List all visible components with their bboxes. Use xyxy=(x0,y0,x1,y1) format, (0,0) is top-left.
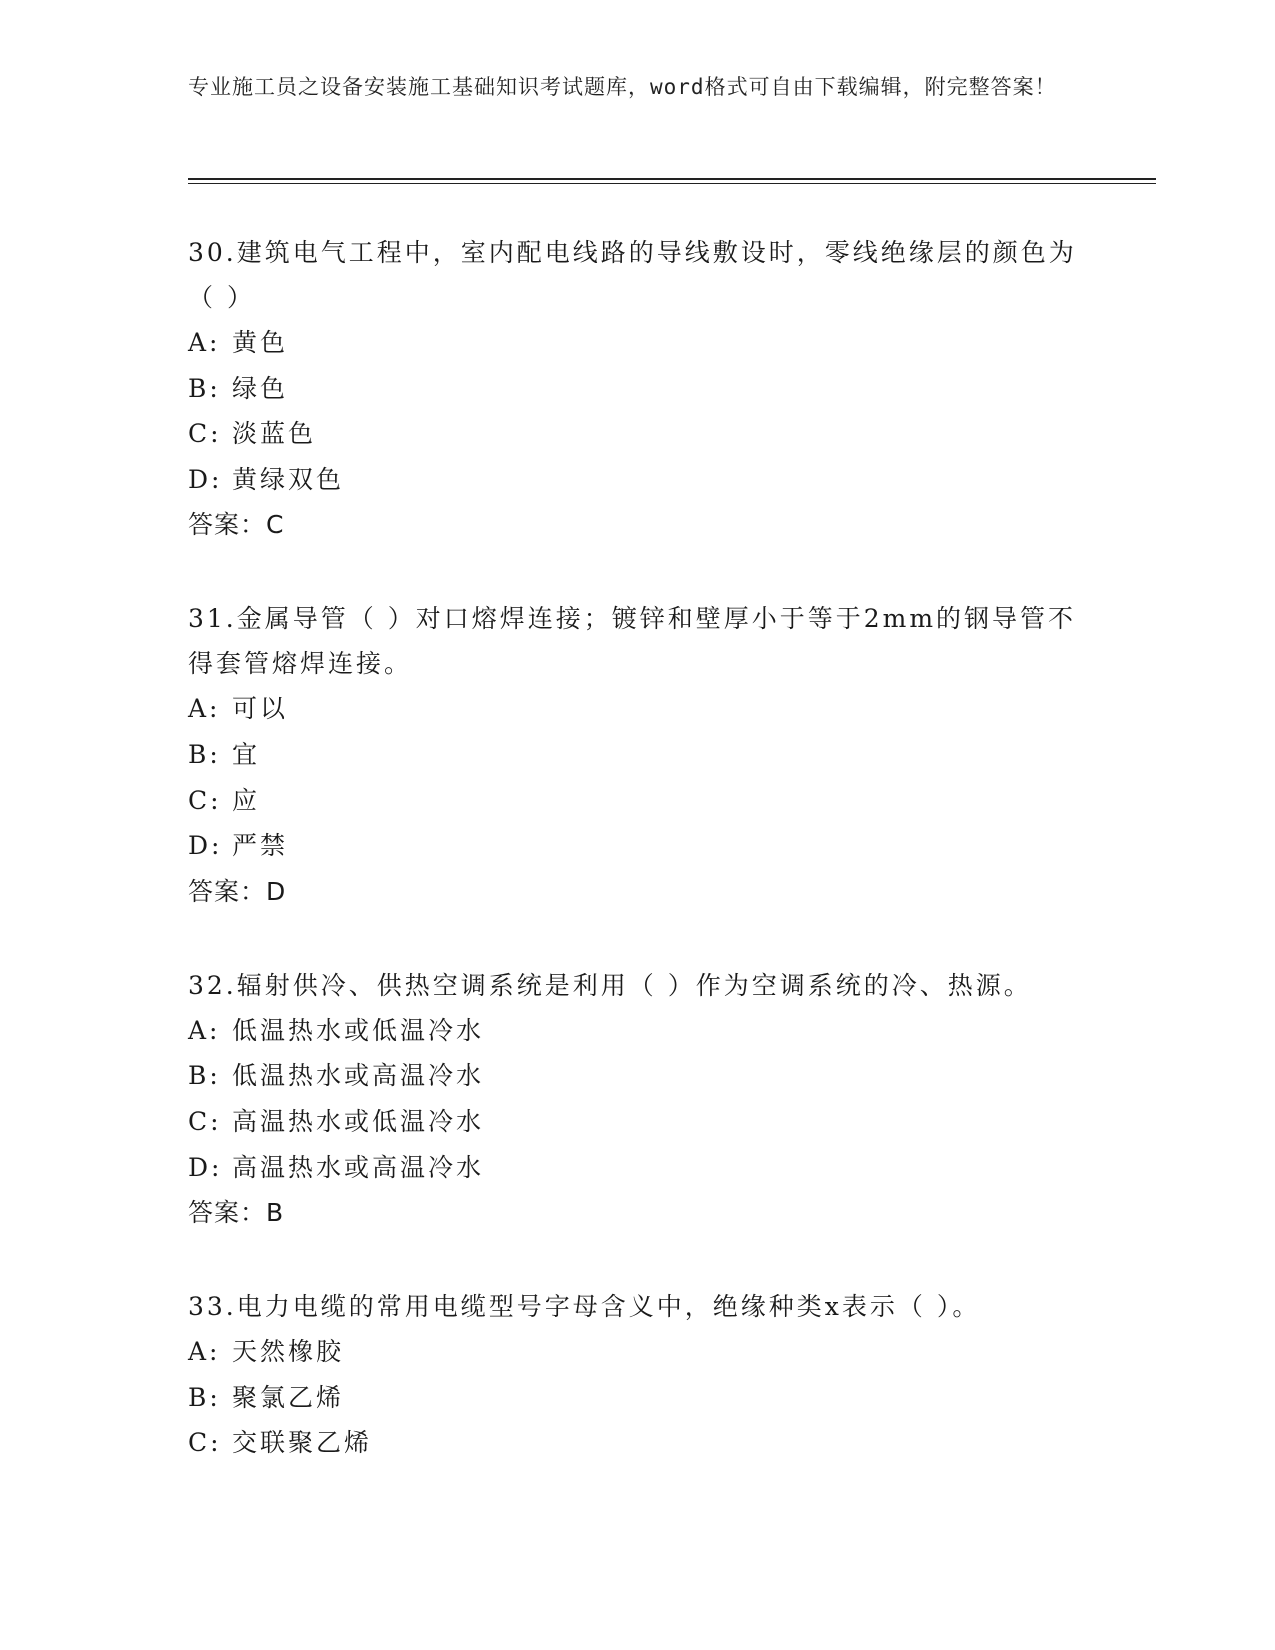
question-text: 辐射供冷、供热空调系统是利用（ ）作为空调系统的冷、热源。 xyxy=(236,970,1032,1000)
option-text: 天然橡胶 xyxy=(232,1337,345,1367)
option-d xyxy=(188,1145,1088,1191)
option-text: 黄绿双色 xyxy=(232,464,345,494)
option-text: 绿色 xyxy=(232,373,289,403)
option-d xyxy=(188,457,1088,503)
option-b xyxy=(188,1375,1088,1421)
option-key: B: xyxy=(188,1382,221,1412)
answer-line xyxy=(188,869,1088,915)
option-d xyxy=(188,823,1088,869)
option-b xyxy=(188,1053,1088,1099)
option-key: C: xyxy=(188,1106,222,1136)
answer-value: D xyxy=(266,876,287,906)
question-number: 30. xyxy=(188,238,237,267)
option-text: 低温热水或低温冷水 xyxy=(232,1015,485,1045)
question-31 xyxy=(188,596,1088,914)
option-key: B: xyxy=(188,739,221,769)
option-key: A: xyxy=(188,1015,221,1045)
option-key: D: xyxy=(188,831,223,861)
option-text: 黄色 xyxy=(232,328,289,357)
question-33 xyxy=(188,1284,1088,1466)
question-stem xyxy=(188,963,1088,1008)
question-stem xyxy=(188,1284,1088,1329)
option-text: 聚氯乙烯 xyxy=(232,1382,345,1412)
question-number: 32. xyxy=(188,970,237,1000)
option-a xyxy=(188,1329,1088,1375)
option-b xyxy=(188,732,1088,778)
option-key: A: xyxy=(188,694,221,724)
question-30 xyxy=(188,230,1088,548)
question-stem xyxy=(188,596,1088,686)
option-c xyxy=(188,411,1088,457)
question-text: 电力电缆的常用电缆型号字母含义中，绝缘种类x表示（ ）。 xyxy=(236,1292,981,1322)
question-number: 31. xyxy=(188,604,237,634)
question-text: 建筑电气工程中，室内配电线路的导线敷设时，零线绝缘层的颜色为（ ） xyxy=(188,238,1077,312)
question-number: 33. xyxy=(188,1292,237,1322)
option-b xyxy=(188,366,1088,412)
option-text: 高温热水或低温冷水 xyxy=(232,1106,485,1136)
option-key: C: xyxy=(188,419,222,449)
answer-line xyxy=(188,1190,1088,1236)
header-rule-thick xyxy=(188,178,1156,180)
option-text: 低温热水或高温冷水 xyxy=(232,1061,485,1091)
option-text: 严禁 xyxy=(232,831,289,861)
header-rule-thin xyxy=(188,183,1156,184)
answer-value: C xyxy=(266,510,285,540)
answer-label: 答案： xyxy=(188,510,267,540)
option-text: 宜 xyxy=(232,739,261,769)
option-text: 可以 xyxy=(232,694,289,724)
option-key: A: xyxy=(188,1337,221,1367)
question-list xyxy=(188,230,1088,1514)
option-key: D: xyxy=(188,1152,223,1182)
option-key: D: xyxy=(188,464,223,494)
option-key: C: xyxy=(188,1428,222,1458)
answer-line xyxy=(188,502,1088,548)
option-text: 高温热水或高温冷水 xyxy=(232,1152,485,1182)
option-text: 交联聚乙烯 xyxy=(232,1428,373,1458)
option-key: B: xyxy=(188,373,221,403)
question-text: 金属导管（ ）对口熔焊连接；镀锌和壁厚小于等于2mm的钢导管不得套管熔焊连接。 xyxy=(188,604,1077,679)
option-c xyxy=(188,778,1088,824)
answer-label: 答案： xyxy=(188,876,267,906)
option-a xyxy=(188,320,1088,366)
question-stem xyxy=(188,230,1088,320)
option-key: A: xyxy=(188,328,221,357)
answer-value: B xyxy=(266,1198,285,1228)
option-a xyxy=(188,686,1088,732)
option-text: 淡蓝色 xyxy=(232,419,317,449)
answer-label: 答案： xyxy=(188,1198,267,1228)
option-key: B: xyxy=(188,1061,221,1091)
option-text: 应 xyxy=(232,785,261,815)
option-c xyxy=(188,1420,1088,1466)
option-c xyxy=(188,1099,1088,1145)
option-a xyxy=(188,1008,1088,1054)
question-32 xyxy=(188,963,1088,1236)
document-header: 专业施工员之设备安装施工基础知识考试题库，word格式可自由下载编辑，附完整答案！ xyxy=(188,75,1057,99)
option-key: C: xyxy=(188,785,222,815)
